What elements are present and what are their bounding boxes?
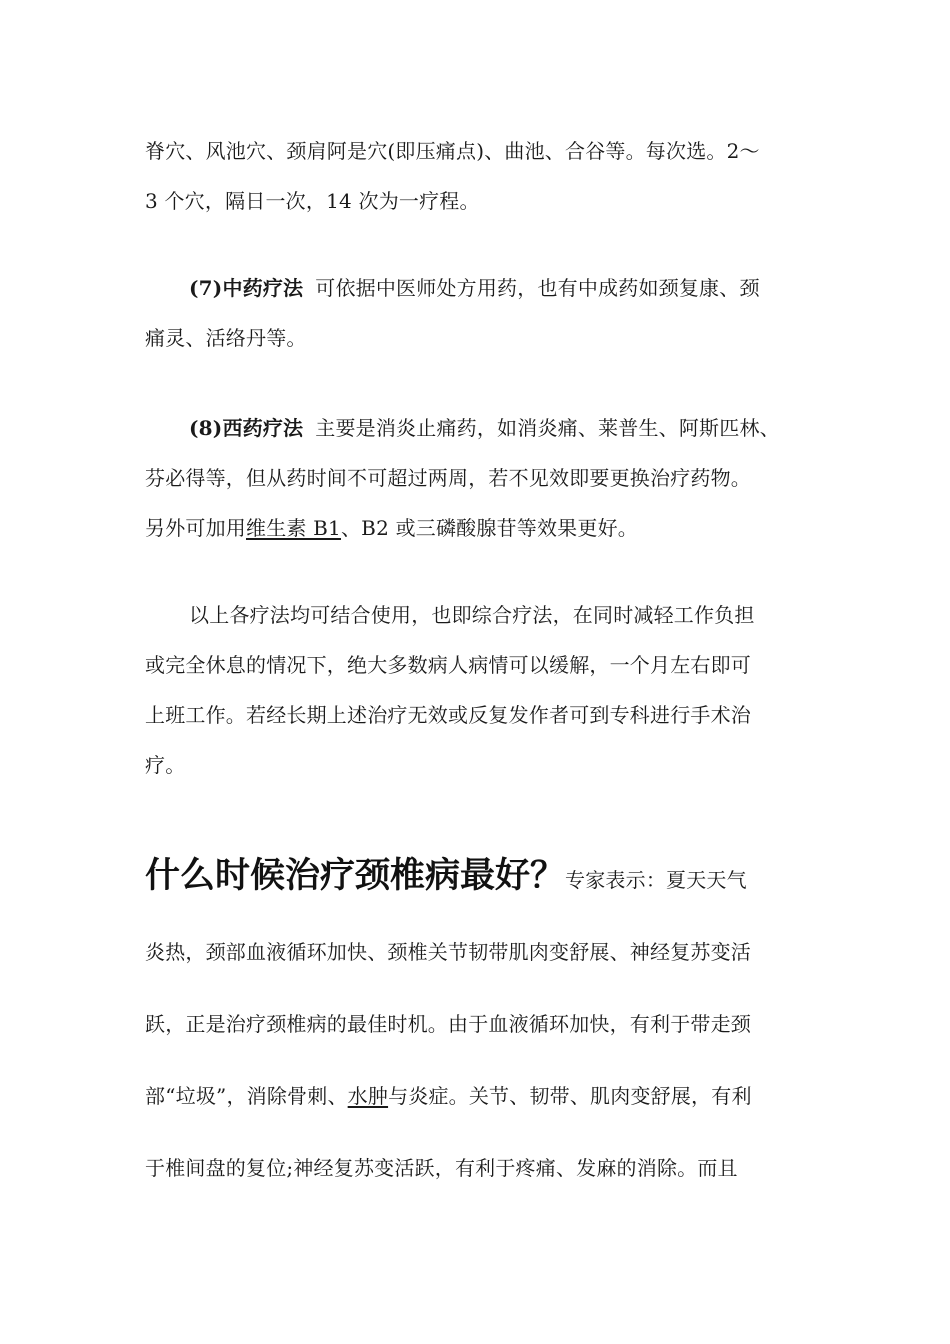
paragraph-combined-therapy [145,590,807,790]
paragraph-chinese-medicine [145,263,807,363]
text-line [145,403,807,453]
text-run: 专家表示：夏天天气 [565,868,747,892]
text-line: 或完全休息的情况下，绝大多数病人病情可以缓解，一个月左右即可 [145,653,751,677]
text-line: 3 个穴，隔日一次，14 次为一疗程。 [145,189,480,213]
text-line [145,840,807,916]
section-title-western-medicine: (8)西药疗法 [189,416,304,440]
text-line [145,503,807,553]
text-line: 脊穴、风池穴、颈肩阿是穴(即压痛点)、曲池、合谷等。每次选。2～ [145,139,760,163]
text-line: 上班工作。若经长期上述治疗无效或反复发作者可到专科进行手术治 [145,703,751,727]
text-run: 部“垃圾”，消除骨刺、 [145,1084,348,1108]
text-line: 痛灵、活络丹等。 [145,326,307,350]
paragraph-acupoints [145,126,807,226]
text-run: 与炎症。关节、韧带、肌肉变舒展，有利 [388,1084,752,1108]
text-line: 疗。 [145,753,186,777]
section-heading: 什么时候治疗颈椎病最好？ [145,856,566,896]
paragraph-best-time [145,840,807,1204]
edema-link[interactable]: 水肿 [347,1084,389,1108]
text-run: 另外可加用 [145,516,246,540]
text-line: 于椎间盘的复位;神经复苏变活跃，有利于疼痛、发麻的消除。而且 [145,1156,738,1180]
text-run: 、B2 或三磷酸腺苷等效果更好。 [340,516,638,540]
vitamin-b1-link[interactable]: 维生素 B1 [246,516,341,540]
paragraph-western-medicine [145,403,807,553]
text-run: 主要是消炎止痛药，如消炎痛、莱普生、阿斯匹林、 [315,416,780,440]
text-line: 跃，正是治疗颈椎病的最佳时机。由于血液循环加快，有利于带走颈 [145,1012,751,1036]
section-title-chinese-medicine: (7)中药疗法 [189,276,304,300]
text-line [145,1060,807,1132]
text-line [145,263,807,313]
text-run: 可依据中医师处方用药，也有中成药如颈复康、颈 [315,276,760,300]
text-line: 以上各疗法均可结合使用，也即综合疗法，在同时减轻工作负担 [189,603,755,627]
text-line: 炎热，颈部血液循环加快、颈椎关节韧带肌肉变舒展、神经复苏变活 [145,940,751,964]
text-line: 芬必得等，但从药时间不可超过两周，若不见效即要更换治疗药物。 [145,466,751,490]
